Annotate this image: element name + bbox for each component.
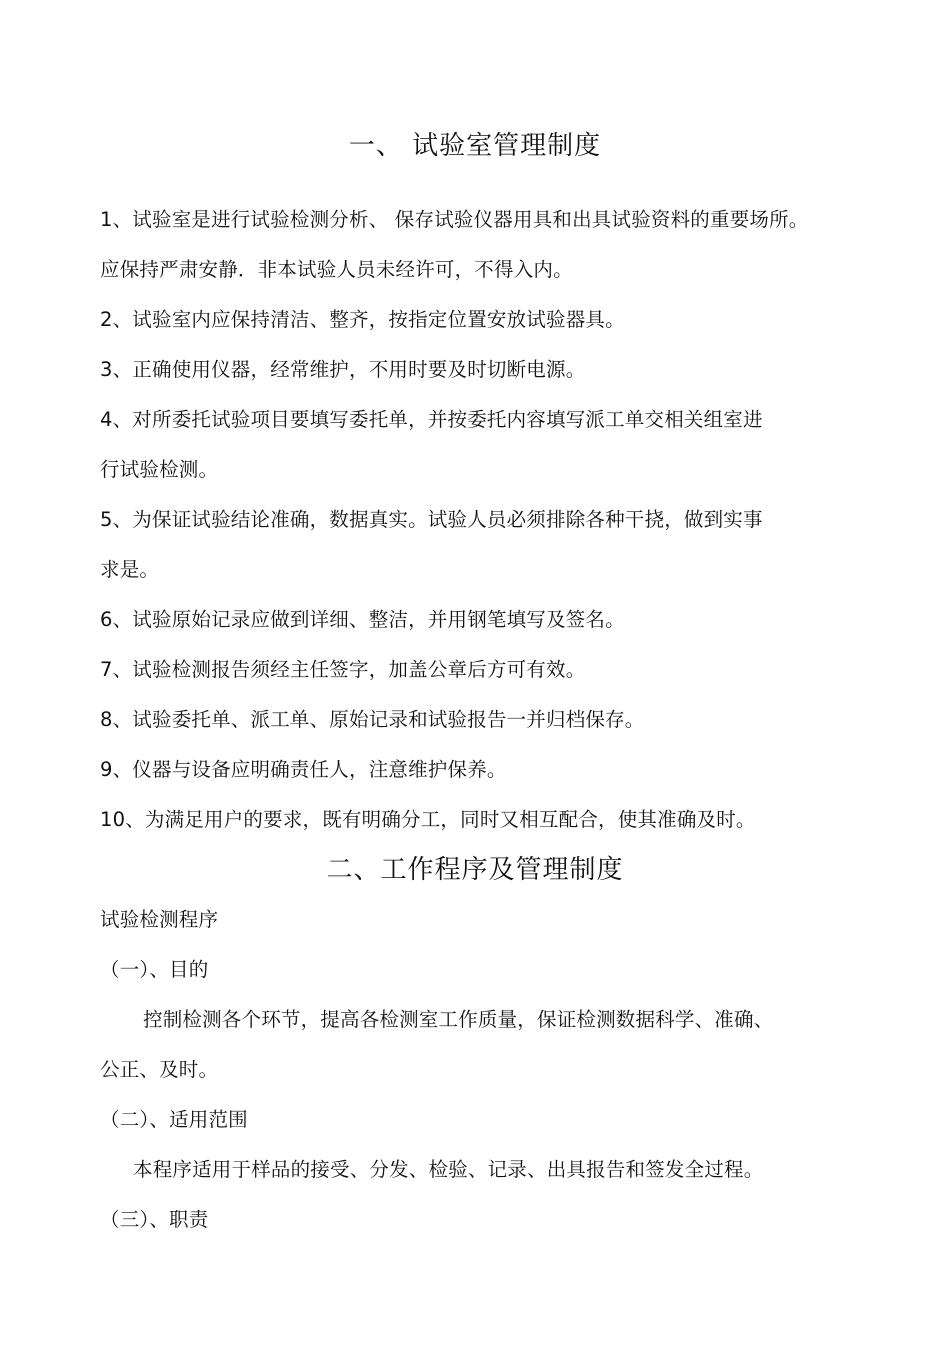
purpose-text-line-2: 公正、及时。 bbox=[100, 1058, 219, 1081]
rule-2: 2、试验室内应保持清洁、整齐，按指定位置安放试验器具。 bbox=[100, 308, 625, 331]
responsibility-heading: （三）、职责 bbox=[100, 1208, 209, 1231]
rule-9: 9、仪器与设备应明确责任人，注意维护保养。 bbox=[100, 758, 507, 781]
rule-3: 3、正确使用仪器，经常维护，不用时要及时切断电源。 bbox=[100, 358, 586, 381]
purpose-text-line-1: 控制检测各个环节，提高各检测室工作质量，保证检测数据科学、准确、 bbox=[143, 1008, 774, 1031]
scope-heading: （二）、适用范围 bbox=[100, 1108, 248, 1131]
rule-8: 8、试验委托单、派工单、原始记录和试验报告一并归档保存。 bbox=[100, 708, 645, 731]
purpose-heading: （一）、目的 bbox=[100, 958, 209, 981]
rule-10: 10、为满足用户的要求，既有明确分工，同时又相互配合，使其准确及时。 bbox=[100, 808, 756, 831]
procedure-title: 试验检测程序 bbox=[100, 908, 219, 931]
section-2-title: 二、工作程序及管理制度 bbox=[326, 855, 624, 885]
rule-4-line-1: 4、对所委托试验项目要填写委托单，并按委托内容填写派工单交相关组室进 bbox=[100, 408, 763, 431]
rule-5-line-2: 求是。 bbox=[100, 558, 160, 581]
rule-7: 7、试验检测报告须经主任签字，加盖公章后方可有效。 bbox=[100, 658, 586, 681]
rule-4-line-2: 行试验检测。 bbox=[100, 458, 219, 481]
rule-1-line-2: 应保持严肃安静．非本试验人员未经许可，不得入内。 bbox=[100, 258, 573, 281]
rule-6: 6、试验原始记录应做到详细、整洁，并用钢笔填写及签名。 bbox=[100, 608, 625, 631]
section-1-title: 一、 试验室管理制度 bbox=[348, 131, 602, 161]
rule-5-line-1: 5、为保证试验结论准确，数据真实。试验人员必须排除各种干挠，做到实事 bbox=[100, 508, 763, 531]
rule-1-line-1: 1、试验室是进行试验检测分析、 保存试验仪器用具和出具试验资料的重要场所。 bbox=[100, 208, 809, 231]
scope-text: 本程序适用于样品的接受、分发、检验、记录、出具报告和签发全过程。 bbox=[133, 1158, 764, 1181]
